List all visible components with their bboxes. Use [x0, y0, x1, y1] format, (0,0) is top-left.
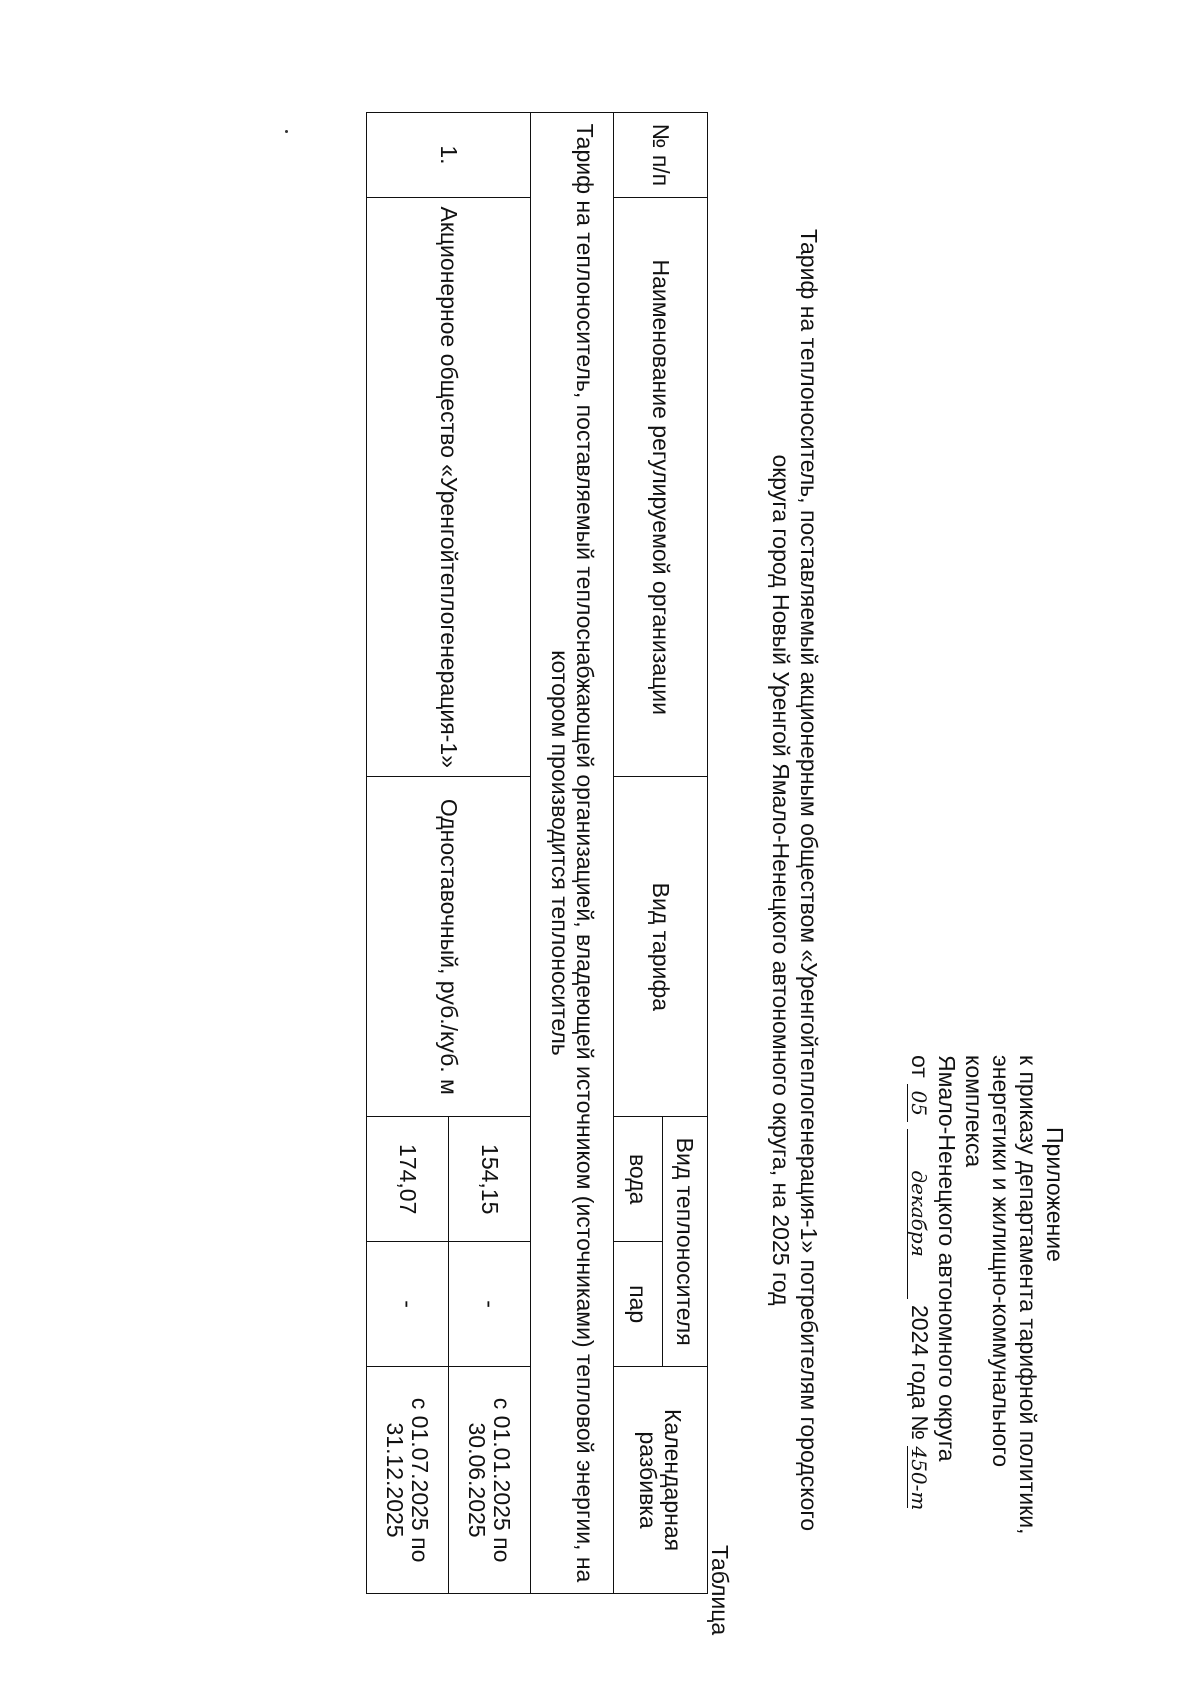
- date-year-text: 2024 года №: [907, 1305, 933, 1441]
- row-num: 1.: [367, 113, 531, 198]
- cell-period-1: с 01.01.2025 по 30.06.2025: [449, 1367, 531, 1594]
- cell-period-2: с 01.07.2025 по 31.12.2025: [367, 1367, 449, 1594]
- section-text: Тариф на теплоноситель, поставляемый теплоснабжающей организацией, владеющей источником (источниками) тепловой энергии, на котором производится теплоноситель: [531, 113, 614, 1594]
- date-month: декабря: [907, 1129, 930, 1299]
- appendix-heading: Приложение: [1042, 1127, 1068, 1262]
- table-label: Таблица: [707, 1545, 733, 1636]
- appendix-date-line: [906, 1055, 933, 1575]
- header-water: вода: [614, 1117, 663, 1242]
- header-num: № п/п: [614, 113, 708, 198]
- appendix-line-4: Ямало-Ненецкого автономного округа: [934, 1055, 960, 1462]
- document-title: Тариф на теплоноситель, поставляемый акционерным обществом «Уренгойтеплогенерация-1» потребителям городского округа город Новый Уренгой Ямало-Ненецкого автономного округа, на 2025 год: [768, 228, 822, 1531]
- cell-steam-1: -: [449, 1242, 531, 1367]
- cell-water-2: 174,07: [367, 1117, 449, 1242]
- cell-steam-2: -: [367, 1242, 449, 1367]
- date-prefix: от: [907, 1055, 933, 1078]
- header-steam: пар: [614, 1242, 663, 1367]
- tariff-table: [366, 112, 708, 1594]
- appendix-block: [906, 1055, 1068, 1575]
- header-org: Наименование регулируемой организации: [614, 197, 708, 777]
- order-number: 450-т: [907, 1446, 931, 1511]
- appendix-line-1: к приказу департамента тарифной политики,: [1015, 1055, 1041, 1535]
- header-row: [663, 113, 708, 1594]
- scan-speck: [285, 130, 288, 133]
- header-period: Календарная разбивка: [614, 1367, 708, 1594]
- appendix-line-3: комплекса: [961, 1055, 987, 1168]
- section-row: [531, 113, 614, 1594]
- date-day: 05: [907, 1084, 930, 1122]
- cell-water-1: 154,15: [449, 1117, 531, 1242]
- header-tariff-type: Вид тарифа: [614, 777, 708, 1117]
- row-tariff-type: Одноставочный, руб./куб. м: [367, 777, 531, 1117]
- row-org: Акционерное общество «Уренгойтеплогенерация-1»: [367, 197, 531, 777]
- table-row: [449, 113, 531, 1594]
- header-carrier: Вид теплоносителя: [663, 1117, 708, 1367]
- appendix-line-2: энергетики и жилищно-коммунального: [988, 1055, 1014, 1467]
